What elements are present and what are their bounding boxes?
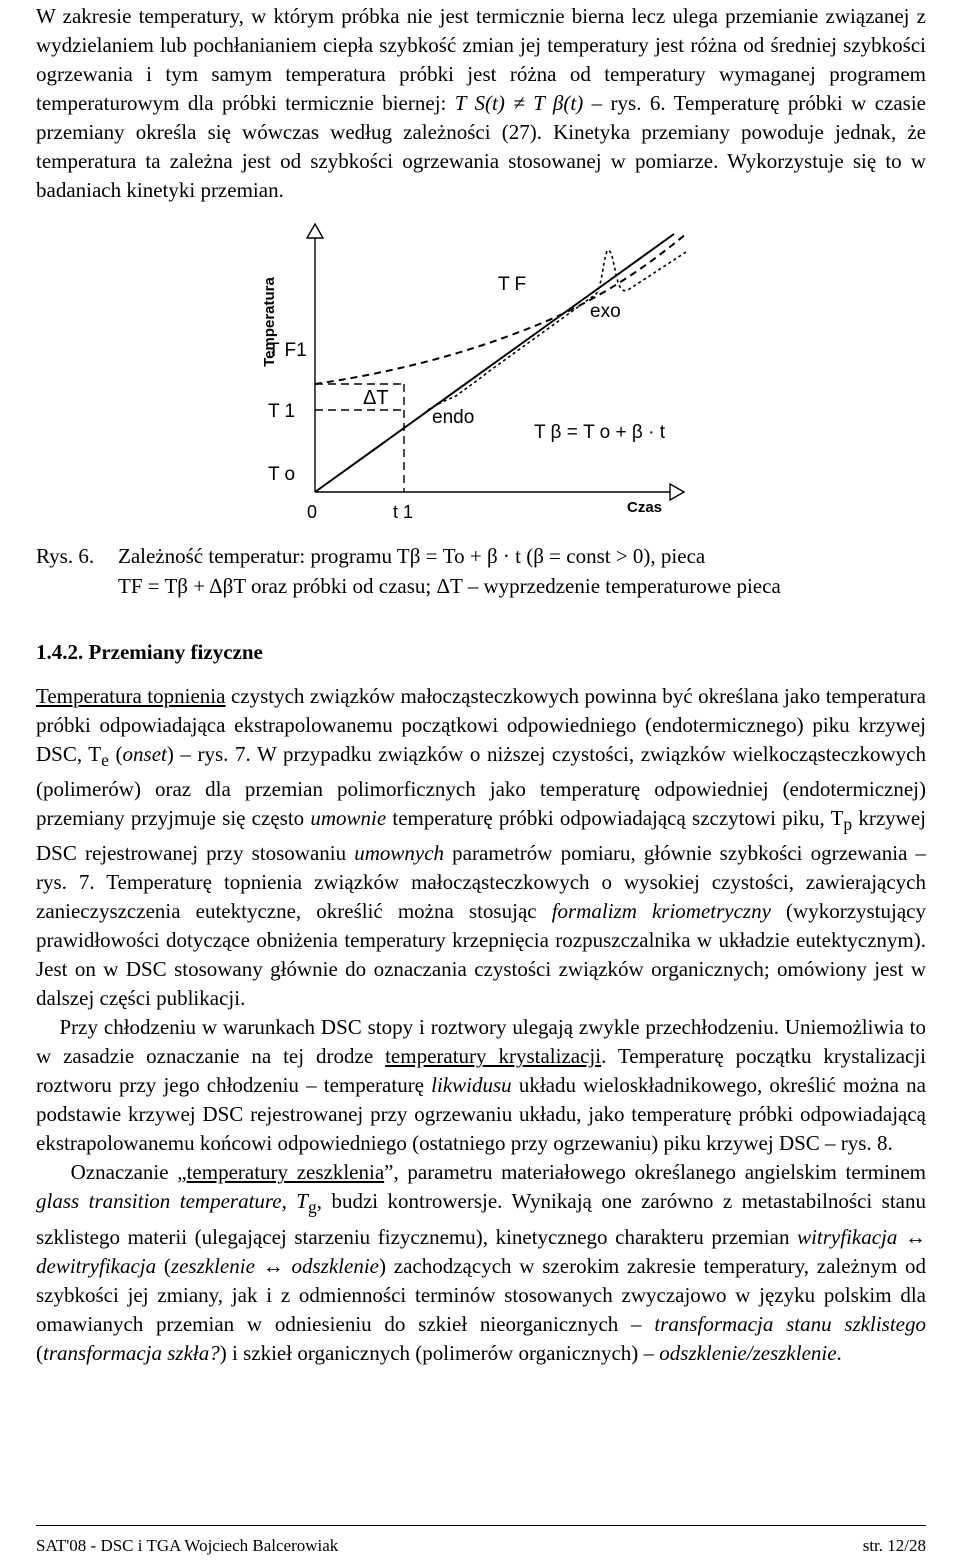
p1-umownie: umownie <box>310 806 387 831</box>
label-t1: t 1 <box>393 502 414 522</box>
p3-transformacja-szkla: transformacja szkła? <box>43 1340 220 1365</box>
p1-sub-p: p <box>843 814 853 835</box>
paragraph-melting <box>36 682 926 1013</box>
paragraph-crystallization <box>36 1013 926 1158</box>
figure-6 <box>36 222 926 534</box>
intro-formula: T S(t) ≠ T β(t) <box>454 91 584 115</box>
page-number: str. 12/28 <box>862 1536 926 1555</box>
section-heading: 1.4.2. Przemiany fizyczne <box>36 640 263 664</box>
label-T1: T 1 <box>268 401 296 422</box>
label-TF1: T F1 <box>268 340 307 361</box>
y-axis-arrow <box>307 224 323 238</box>
p3-witryfikacja: witryfikacja ↔ dewitryfikacja <box>36 1224 926 1278</box>
label-T-beta: T β = T o + β · t <box>534 422 665 443</box>
p3-text-b: ”, parametru materiałowego określanego angielskim terminem <box>384 1160 927 1185</box>
p3-text-d: ( <box>156 1253 171 1278</box>
p1-text-a: czystych związków małocząsteczkowych powinna być określana jako temperatura próbki odpowiadająca ekstrapolowanemu początkowi odpowiedniego (endotermicznego) piku krzywej DSC, T <box>36 684 926 766</box>
p2-text-b: . Temperaturę początku krystalizacji roztworu przy jego chłodzeniu – temperaturę <box>36 1044 927 1098</box>
sample-curve <box>428 250 686 410</box>
p1-text-g: (wykorzystujący prawidłowości dotyczące obniżenia temperatury krzepnięcia rozpuszczalnika w układzie eutektycznym). Jest on w DSC stosowany głównie do oznaczania czystości związków organicznych; omówiony jest w dalszej części publikacji. <box>36 899 926 1011</box>
p1-text-d: temperaturę próbki odpowiadającą szczytowi piku, T <box>386 806 844 831</box>
intro-text-1: W zakresie temperatury, w którym próbka nie jest termicznie bierna lecz ulega przemianie związanej z wydzielaniem lub pochłanianiem ciepła szybkość zmian jej temperatury jest różna od średniej szybkości ogrzewania i tym samym temperatura próbki jest różna od temperatury wymaganej programem temperaturowym dla próbki termicznie biernej: <box>36 4 926 115</box>
caption-prefix: Rys. 6. <box>36 544 95 568</box>
p2-text-c: układu wieloskładnikowego, określić można na podstawie krzywej DSC rejestrowanej przy ogrzewaniu układu, jako temperaturę próbki odpowiadającą ekstrapolowanemu końcowi odpowiedniego (ostatniego przy ogrzewaniu) piku krzywej DSC – rys. 8. <box>36 1073 926 1156</box>
p1-onset: onset <box>122 742 167 766</box>
link-temperatury-krystalizacji[interactable]: temperatury krystalizacji <box>385 1044 602 1069</box>
p3-sub-g: g <box>308 1197 317 1218</box>
label-zero: 0 <box>307 502 318 522</box>
p2-likwidusu: likwidusu <box>431 1073 512 1098</box>
p3-text-e: ) zachodzących w szerokim zakresie temperatury, zależnym od szybkości jej zmiany, jak i z odmienności terminów stosowanych zwyczajowo w języku polskim dla omawianych przemian w odniesieniu do szkieł nieorganicznych – <box>36 1253 926 1336</box>
label-endo: endo <box>432 407 475 428</box>
page-footer <box>36 1525 926 1555</box>
p3-text-h: . <box>836 1340 842 1365</box>
figure-6-diagram <box>36 222 926 534</box>
p1-text-f: parametrów pomiaru, głównie szybkości ogrzewania – rys. 7. Temperaturę topnienia związków małocząsteczkowych o wysokiej czystości, zawierających zanieczyszczenia eutektyczne, określić można stosując <box>36 841 926 924</box>
footer-left: SAT'08 - DSC i TGA Wojciech Balcerowiak <box>36 1536 339 1555</box>
label-TF: T F <box>498 274 527 295</box>
p1-text-b: ( <box>108 742 123 766</box>
y-axis-label: Temperatura <box>261 277 278 367</box>
p1-sub-e: e <box>101 750 109 771</box>
p1-formalizm: formalizm kriometryczny <box>551 899 771 924</box>
caption-line-2: TF = Tβ + ΔβT oraz próbki od czasu; ΔT – wyprzedzenie temperaturowe pieca <box>118 574 781 598</box>
p2-text-a: Przy chłodzeniu w warunkach DSC stopy i roztwory ulegają zwykle przechłodzeniu. Uniemożliwia to w zasadzie oznaczanie na tej drodze <box>36 1015 926 1069</box>
p1-umownych: umownych <box>354 841 445 866</box>
furnace-curve <box>315 234 686 384</box>
p3-text-c: , budzi kontrowersje. Wynikają one zarówno z metastabilności stanu szklistego materii (ulegającej starzeniu fizycznemu), kinetycznego charakteru przemian <box>36 1189 927 1249</box>
p1-text-c: ) – rys. 7. W przypadku związków o niższej czystości, związków wielkocząsteczkowych (polimerów) oraz dla przemian polimorficznych jako temperaturę odpowiedniej (endotermicznej) przemiany przyjmuje się często <box>36 742 926 831</box>
x-axis-arrow <box>670 484 684 500</box>
intro-paragraph <box>36 2 926 205</box>
x-axis-label: Czas <box>627 499 663 516</box>
body-paragraphs <box>36 682 926 1368</box>
p1-text-e: krzywej DSC rejestrowanej przy stosowaniu <box>36 806 927 866</box>
p3-text-f: ( <box>36 1340 43 1365</box>
label-exo: exo <box>590 301 621 322</box>
p3-glass: glass transition temperature, T <box>36 1189 308 1214</box>
label-delta-T: ΔT <box>363 387 389 409</box>
link-temperatura-topnienia[interactable]: Temperatura topnienia <box>36 684 226 708</box>
label-To: T o <box>268 464 296 485</box>
p3-zeszklenie: zeszklenie ↔ odszklenie <box>170 1253 379 1278</box>
p3-odszklenie: odszklenie/zeszklenie <box>659 1340 837 1365</box>
p3-transformacja: transformacja stanu szklistego <box>654 1311 926 1336</box>
p3-text-a: Oznaczanie „ <box>70 1160 187 1185</box>
link-temperatury-zeszklenia[interactable]: temperatury zeszklenia <box>186 1160 385 1185</box>
intro-text-2: – rys. 6. Temperaturę próbki w czasie przemiany określa się wówczas według zależności (27). Kinetyka przemiany powoduje jednak, że temperatura ta zależna jest od szybkości ogrzewania stosowanej w pomiarze. Wykorzystuje się to w badaniach kinetyki przemian. <box>36 91 927 202</box>
caption-line-1: Zależność temperatur: programu Tβ = To + β · t (β = const > 0), pieca <box>118 544 706 568</box>
paragraph-glass-transition <box>36 1158 926 1367</box>
p3-text-g: ) i szkieł organicznych (polimerów organicznych) – <box>219 1340 660 1365</box>
program-line <box>315 234 674 492</box>
